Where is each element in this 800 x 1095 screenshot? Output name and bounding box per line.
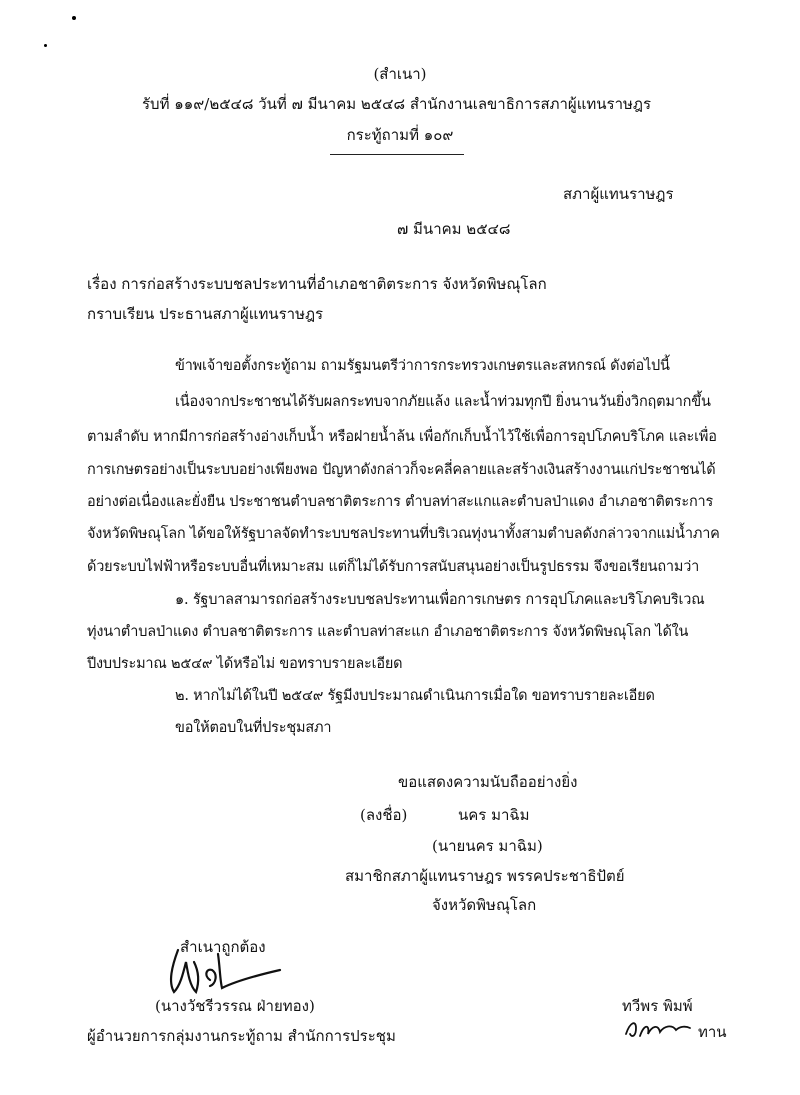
scan-speck — [44, 44, 47, 47]
typist-name: ทวีพร พิมพ์ — [622, 997, 693, 1015]
question-item-1: ๑. รัฐบาลสามารถก่อสร้างระบบชลประทานเพื่อการเกษตร การอุปโภคและบริโภคบริเวณ — [175, 592, 705, 608]
certifier-name: (นางวัชรีวรรณ ฝ่ายทอง) — [155, 997, 315, 1015]
salutation: กราบเรียน ประธานสภาผู้แทนราษฎร — [87, 305, 324, 323]
signed-label: (ลงชื่อ) — [360, 806, 408, 824]
copy-mark: (สำเนา) — [373, 65, 427, 83]
body-line: ตามลำดับ หากมีการก่อสร้างอ่างเก็บน้ำ หรือฝายน้ำล้น เพื่อกักเก็บน้ำไว้ใช้เพื่อการอุปโภคบริโภค และเพื่อ — [87, 429, 717, 445]
scan-speck — [72, 16, 76, 20]
addressee-org: สภาผู้แทนราษฎร — [563, 185, 674, 203]
body-line: ปีงบประมาณ ๒๕๔๙ ได้หรือไม่ ขอทราบรายละเอียด — [87, 656, 403, 672]
signed-name: นคร มาฉิม — [458, 806, 530, 824]
certified-label: สำเนาถูกต้อง — [180, 938, 266, 956]
body-line: จังหวัดพิษณุโลก ได้ขอให้รัฐบาลจัดทำระบบชลประทานที่บริเวณทุ่งนาทั้งสามตำบลดังกล่าวจากแม่น้ำภาค — [87, 526, 720, 542]
question-number: กระทู้ถามที่ ๑๐๙ — [346, 126, 454, 144]
body-line: การเกษตรอย่างเป็นระบบอย่างเพียงพอ ปัญหาดังกล่าวก็จะคลี่คลายและสร้างเงินสร้างงานแก่ประชาชนได้ — [87, 462, 716, 478]
receipt-line: รับที่ ๑๑๙/๒๕๔๘ วันที่ ๗ มีนาคม ๒๕๔๘ สำนักงานเลขาธิการสภาผู้แทนราษฎร — [142, 95, 652, 113]
response-request: ขอให้ตอบในที่ประชุมสภา — [175, 720, 332, 736]
certifier-signature — [150, 940, 300, 1000]
question-item-2: ๒. หากไม่ได้ในปี ๒๕๔๙ รัฐมีงบประมาณดำเนินการเมื่อใด ขอทราบรายละเอียด — [175, 688, 655, 704]
body-line: ด้วยระบบไฟฟ้าหรือระบบอื่นที่เหมาะสม แต่ก็ไม่ได้รับการสนับสนุนอย่างเป็นรูปธรรม จึงขอเรียนถามว่า — [87, 559, 700, 575]
header-divider — [330, 154, 464, 155]
body-line: เนื่องจากประชาชนได้รับผลกระทบจากภัยแล้ง และน้ำท่วมทุกปี ยิ่งนานวันยิ่งวิกฤตมากขึ้น — [175, 394, 711, 410]
signer-province: จังหวัดพิษณุโลก — [432, 896, 537, 914]
subject-line: เรื่อง การก่อสร้างระบบชลประทานที่อำเภอชาติตระการ จังหวัดพิษณุโลก — [87, 275, 547, 293]
closing-regards: ขอแสดงความนับถืออย่างยิ่ง — [398, 773, 578, 791]
body-line: อย่างต่อเนื่องและยั่งยืน ประชาชนตำบลชาติตระการ ตำบลท่าสะแกและตำบลป่าแดง อำเภอชาติตระการ — [87, 494, 714, 510]
body-line: ข้าพเจ้าขอตั้งกระทู้ถาม ถามรัฐมนตรีว่าการกระทรวงเกษตรและสหกรณ์ ดังต่อไปนี้ — [175, 358, 670, 374]
full-name: (นายนคร มาฉิม) — [432, 837, 543, 855]
typist-signature — [622, 1014, 692, 1044]
letter-date: ๗ มีนาคม ๒๕๔๘ — [397, 220, 511, 238]
body-line: ทุ่งนาตำบลป่าแดง ตำบลชาติตระการ และตำบลท่าสะแก อำเภอชาติตระการ จังหวัดพิษณุโลก ได้ใน — [87, 624, 689, 640]
certifier-position: ผู้อำนวยการกลุ่มงานกระทู้ถาม สำนักการประชุม — [87, 1027, 396, 1045]
typist-suffix: ทาน — [698, 1023, 727, 1041]
signer-position: สมาชิกสภาผู้แทนราษฎร พรรคประชาธิปัตย์ — [345, 867, 625, 885]
